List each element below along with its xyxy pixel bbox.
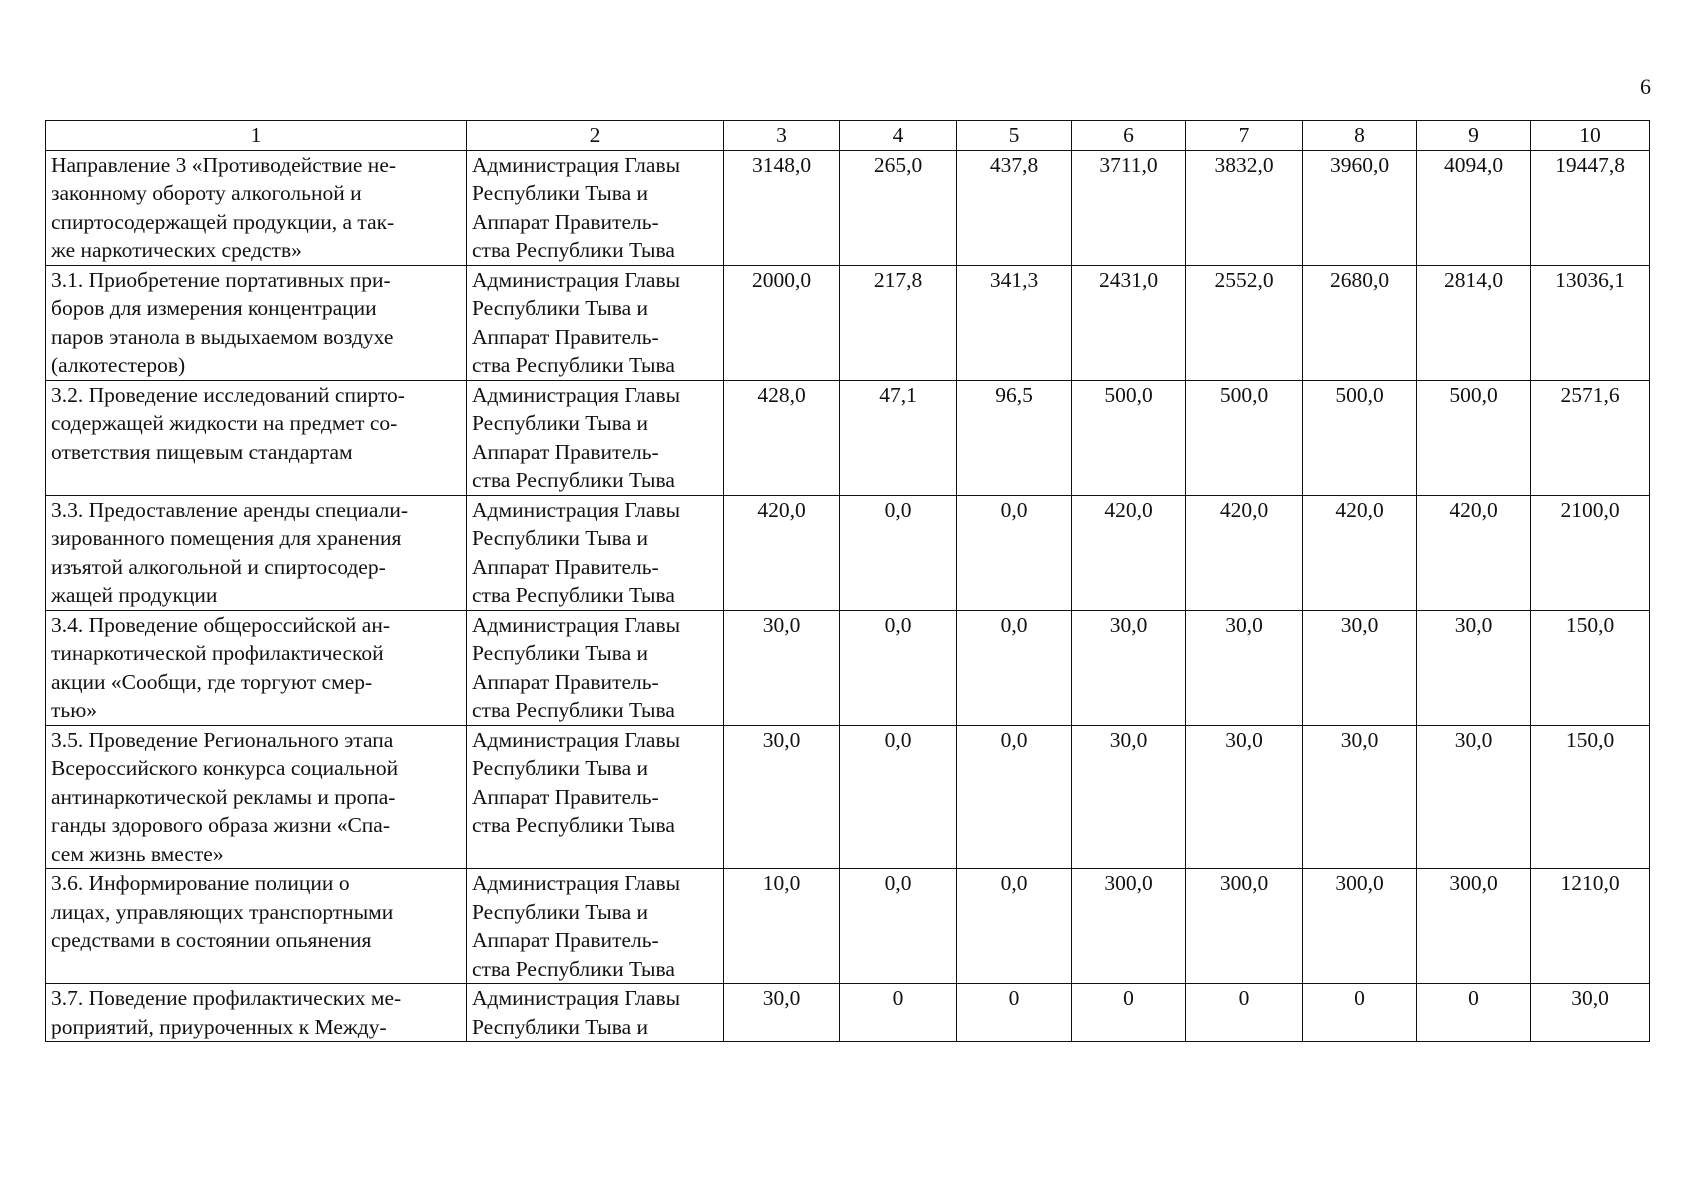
row-value-col-8: 500,0 (1303, 380, 1417, 495)
row-executor: Администрация Главы Республики Тыва и Аппарат Правитель- ства Республики Тыва (467, 869, 724, 984)
row-value-col-9: 30,0 (1417, 610, 1531, 725)
row-value-col-3: 30,0 (724, 725, 840, 869)
header-cell: 9 (1417, 121, 1531, 151)
row-value-col-6: 30,0 (1072, 610, 1186, 725)
row-value-col-7: 30,0 (1186, 610, 1303, 725)
row-executor: Администрация Главы Республики Тыва и Аппарат Правитель- ства Республики Тыва (467, 495, 724, 610)
row-value-col-6: 300,0 (1072, 869, 1186, 984)
table-row (46, 265, 1650, 380)
row-value-col-9: 500,0 (1417, 380, 1531, 495)
row-value-col-7: 3832,0 (1186, 150, 1303, 265)
row-measure-name: 3.6. Информирование полиции о лицах, управляющих транспортными средствами в состоянии опьянения (46, 869, 467, 984)
table-row (46, 725, 1650, 869)
row-executor: Администрация Главы Республики Тыва и Аппарат Правитель- ства Республики Тыва (467, 150, 724, 265)
row-executor: Администрация Главы Республики Тыва и Аппарат Правитель- ства Республики Тыва (467, 610, 724, 725)
row-value-col-7: 500,0 (1186, 380, 1303, 495)
row-value-col-9: 2814,0 (1417, 265, 1531, 380)
row-value-col-3: 30,0 (724, 984, 840, 1042)
page-number: 6 (1640, 74, 1651, 99)
table-row (46, 869, 1650, 984)
row-measure-name: 3.3. Предоставление аренды специали- зированного помещения для хранения изъятой алкогольной и спиртосодер- жащей продукции (46, 495, 467, 610)
row-value-col-9: 4094,0 (1417, 150, 1531, 265)
row-value-col-4: 0,0 (840, 869, 957, 984)
row-value-col-10: 13036,1 (1531, 265, 1650, 380)
row-value-col-10: 2100,0 (1531, 495, 1650, 610)
header-cell: 7 (1186, 121, 1303, 151)
header-cell: 8 (1303, 121, 1417, 151)
row-value-col-6: 30,0 (1072, 725, 1186, 869)
row-value-col-5: 0,0 (957, 869, 1072, 984)
row-value-col-6: 3711,0 (1072, 150, 1186, 265)
row-value-col-5: 0 (957, 984, 1072, 1042)
row-value-col-4: 265,0 (840, 150, 957, 265)
row-value-col-3: 420,0 (724, 495, 840, 610)
row-value-col-7: 2552,0 (1186, 265, 1303, 380)
row-value-col-4: 217,8 (840, 265, 957, 380)
row-value-col-10: 2571,6 (1531, 380, 1650, 495)
row-measure-name: Направление 3 «Противодействие не- законному обороту алкогольной и спиртосодержащей продукции, а так- же наркотических средств» (46, 150, 467, 265)
row-value-col-6: 500,0 (1072, 380, 1186, 495)
row-value-col-4: 0,0 (840, 610, 957, 725)
row-value-col-5: 341,3 (957, 265, 1072, 380)
row-value-col-4: 0,0 (840, 495, 957, 610)
row-value-col-6: 2431,0 (1072, 265, 1186, 380)
row-value-col-8: 30,0 (1303, 725, 1417, 869)
row-value-col-6: 0 (1072, 984, 1186, 1042)
row-value-col-8: 420,0 (1303, 495, 1417, 610)
row-value-col-7: 420,0 (1186, 495, 1303, 610)
row-value-col-3: 428,0 (724, 380, 840, 495)
row-executor: Администрация Главы Республики Тыва и Аппарат Правитель- ства Республики Тыва (467, 725, 724, 869)
row-executor: Администрация Главы Республики Тыва и Аппарат Правитель- ства Республики Тыва (467, 380, 724, 495)
row-value-col-8: 300,0 (1303, 869, 1417, 984)
header-cell: 10 (1531, 121, 1650, 151)
row-value-col-5: 0,0 (957, 725, 1072, 869)
table-row (46, 984, 1650, 1042)
header-cell: 3 (724, 121, 840, 151)
row-value-col-4: 0,0 (840, 725, 957, 869)
row-measure-name: 3.7. Поведение профилактических ме- роприятий, приуроченных к Между- (46, 984, 467, 1042)
budget-table (45, 120, 1650, 1042)
row-measure-name: 3.1. Приобретение портативных при- боров для измерения концентрации паров этанола в выдыхаемом воздухе (алкотестеров) (46, 265, 467, 380)
row-value-col-5: 0,0 (957, 495, 1072, 610)
row-value-col-10: 1210,0 (1531, 869, 1650, 984)
row-value-col-8: 30,0 (1303, 610, 1417, 725)
row-value-col-10: 150,0 (1531, 610, 1650, 725)
table-row (46, 380, 1650, 495)
row-value-col-6: 420,0 (1072, 495, 1186, 610)
row-measure-name: 3.4. Проведение общероссийской ан- тинаркотической профилактической акции «Сообщи, где торгуют смер- тью» (46, 610, 467, 725)
row-value-col-8: 0 (1303, 984, 1417, 1042)
row-value-col-5: 0,0 (957, 610, 1072, 725)
row-value-col-10: 150,0 (1531, 725, 1650, 869)
header-cell: 4 (840, 121, 957, 151)
row-value-col-4: 47,1 (840, 380, 957, 495)
header-cell: 5 (957, 121, 1072, 151)
row-value-col-3: 2000,0 (724, 265, 840, 380)
row-executor: Администрация Главы Республики Тыва и Аппарат Правитель- ства Республики Тыва (467, 265, 724, 380)
row-value-col-3: 10,0 (724, 869, 840, 984)
table-body (46, 150, 1650, 1042)
header-row (46, 121, 1650, 151)
header-cell: 6 (1072, 121, 1186, 151)
row-value-col-5: 96,5 (957, 380, 1072, 495)
table-row (46, 150, 1650, 265)
row-value-col-10: 19447,8 (1531, 150, 1650, 265)
table-row (46, 610, 1650, 725)
row-value-col-8: 2680,0 (1303, 265, 1417, 380)
row-value-col-7: 0 (1186, 984, 1303, 1042)
row-value-col-9: 30,0 (1417, 725, 1531, 869)
header-cell: 2 (467, 121, 724, 151)
row-value-col-9: 300,0 (1417, 869, 1531, 984)
row-measure-name: 3.5. Проведение Регионального этапа Всероссийского конкурса социальной антинаркотической рекламы и пропа- ганды здорового образа жизни «Спа- сем жизнь вместе» (46, 725, 467, 869)
row-measure-name: 3.2. Проведение исследований спирто- содержащей жидкости на предмет со- ответствия пищевым стандартам (46, 380, 467, 495)
row-value-col-9: 0 (1417, 984, 1531, 1042)
table-row (46, 495, 1650, 610)
row-value-col-5: 437,8 (957, 150, 1072, 265)
row-value-col-7: 300,0 (1186, 869, 1303, 984)
row-value-col-9: 420,0 (1417, 495, 1531, 610)
row-value-col-8: 3960,0 (1303, 150, 1417, 265)
row-value-col-10: 30,0 (1531, 984, 1650, 1042)
row-value-col-3: 3148,0 (724, 150, 840, 265)
row-executor: Администрация Главы Республики Тыва и (467, 984, 724, 1042)
row-value-col-3: 30,0 (724, 610, 840, 725)
row-value-col-4: 0 (840, 984, 957, 1042)
header-cell: 1 (46, 121, 467, 151)
row-value-col-7: 30,0 (1186, 725, 1303, 869)
